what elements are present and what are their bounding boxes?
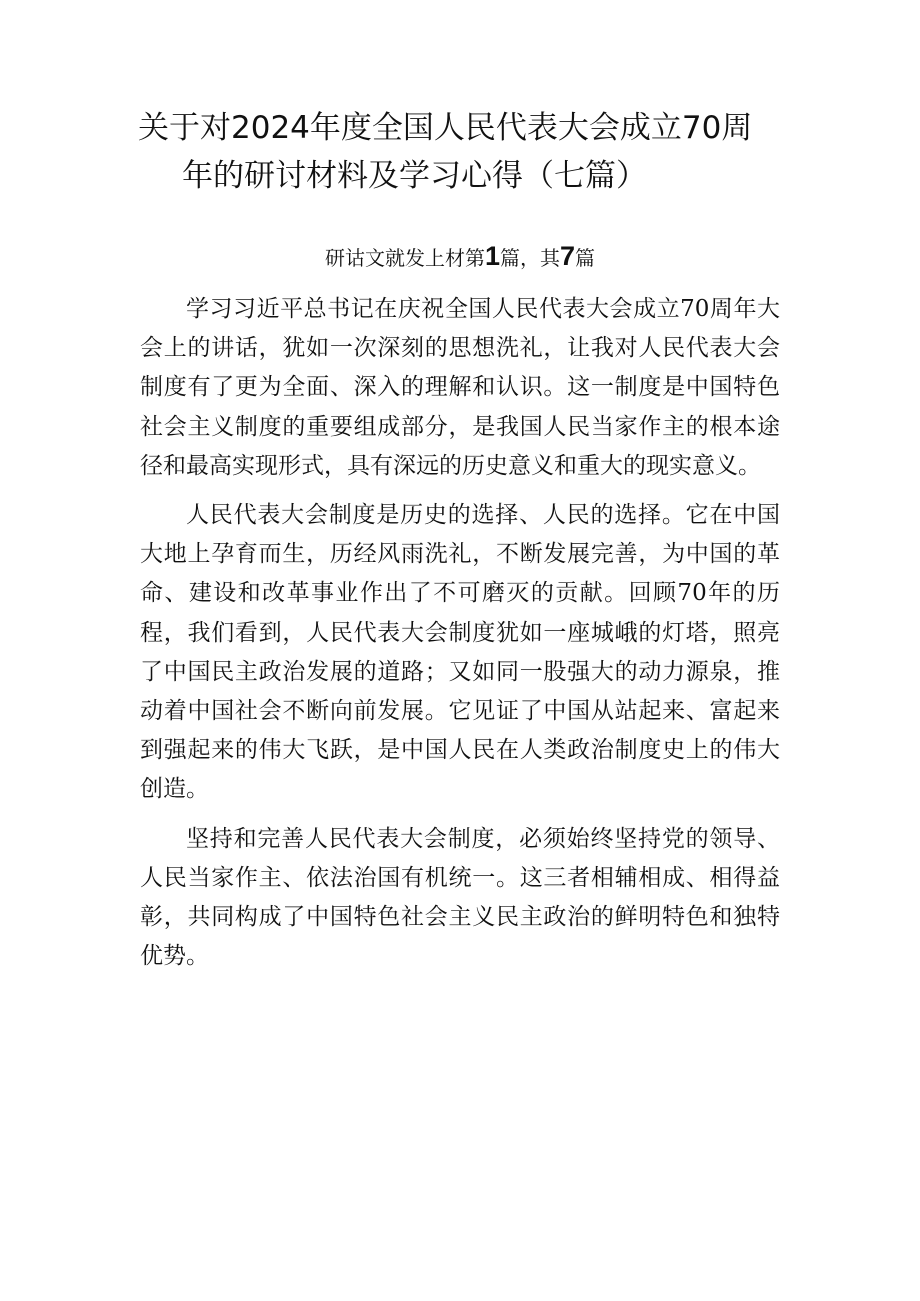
- counter-prefix: 研诂文就发上材第: [324, 246, 485, 270]
- title-line-1: 关于对2024年度全国人民代表大会成立70周: [138, 110, 753, 146]
- title-line-2: 年的研讨材料及学习心得（七篇）: [182, 158, 647, 194]
- counter-middle: 篇，其: [500, 246, 560, 270]
- counter-suffix: 篇: [575, 246, 596, 270]
- paragraph-2: 人民代表大会制度是历史的选择、人民的选择。它在中国大地上孕育而生，历经风雨洗礼，不断发展完善，为中国的革命、建设和改革事业作出了不可磨灭的贡献。回顾70年的历程，我们看到，人民代表大会制度犹如一座城峨的灯塔，照亮了中国民主政治发展的道路；又如同一股强大的动力源泉，推动着中国社会不断向前发展。它见证了中国从站起来、富起来到强起来的伟大飞跃，是中国人民在人类政治制度史上的伟大创造。: [140, 502, 780, 803]
- article-counter: [0, 240, 920, 274]
- document-body: [140, 290, 780, 986]
- counter-total: 7: [560, 241, 576, 271]
- document-title: [130, 104, 790, 200]
- paragraph-1: 学习习近平总书记在庆祝全国人民代表大会成立70周年大会上的讲话，犹如一次深刻的思想洗礼，让我对人民代表大会制度有了更为全面、深入的理解和认识。这一制度是中国特色社会主义制度的重要组成部分，是我国人民当家作主的根本途径和最高实现形式，具有深远的历史意义和重大的现实意义。: [140, 296, 780, 479]
- paragraph-3: 坚持和完善人民代表大会制度，必须始终坚持党的领导、人民当家作主、依法治国有机统一。这三者相辅相成、相得益彰，共同构成了中国特色社会主义民主政治的鲜明特色和独特优势。: [140, 825, 780, 970]
- counter-current: 1: [484, 241, 500, 271]
